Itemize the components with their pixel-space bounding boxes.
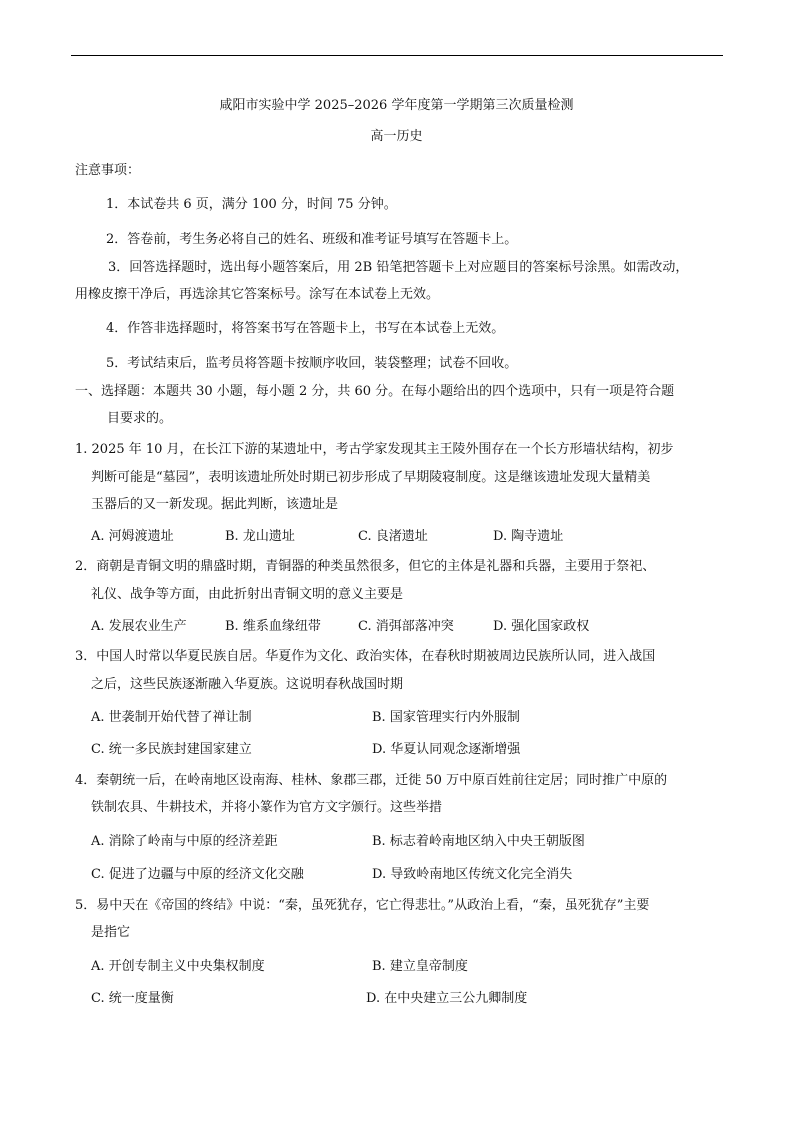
question-2-text: 礼仪、战争等方面，由此折射出青铜文明的意义主要是 xyxy=(91,587,404,602)
question-2-option-a: A. 发展农业生产 xyxy=(91,619,187,634)
question-1-option-b: B. 龙山遗址 xyxy=(225,529,295,544)
question-3-option-d: D. 华夏认同观念逐渐增强 xyxy=(372,742,521,757)
question-4-text: 铁制农具、牛耕技术，并将小篆作为官方文字颁行。这些举措 xyxy=(91,800,443,815)
question-5-text: 是指它 xyxy=(91,925,131,940)
question-4-option-b: B. 标志着岭南地区纳入中央王朝版图 xyxy=(372,834,585,849)
question-5-option-c: C. 统一度量衡 xyxy=(91,991,174,1006)
question-1-option-c: C. 良渚遗址 xyxy=(358,529,428,544)
question-5-option-d: D. 在中央建立三公九卿制度 xyxy=(366,991,528,1006)
subject-title: 高一历史 xyxy=(370,129,423,144)
section-heading: 一、选择题：本题共 30 小题，每小题 2 分，共 60 分。在每小题给出的四个选项中，只有一项是符合题 xyxy=(75,384,675,399)
question-4-option-d: D. 导致岭南地区传统文化完全消失 xyxy=(372,867,573,882)
question-2-option-d: D. 强化国家政权 xyxy=(493,619,590,634)
question-1-text: 判断可能是“墓园”，表明该遗址所处时期已初步形成了早期陵寝制度。这是继该遗址发现大量精美 xyxy=(91,470,651,485)
question-2-text: 2．商朝是青铜文明的鼎盛时期，青铜器的种类虽然很多，但它的主体是礼器和兵器，主要用于祭祀、 xyxy=(75,559,656,574)
question-3-text: 之后，这些民族逐渐融入华夏族。这说明春秋战国时期 xyxy=(91,677,404,692)
question-3-text: 3．中国人时常以华夏民族自居。华夏作为文化、政治实体，在春秋时期被周边民族所认同，进入战国 xyxy=(75,649,656,664)
question-2-option-c: C. 消弭部落冲突 xyxy=(358,619,454,634)
question-3-option-c: C. 统一多民族封建国家建立 xyxy=(91,742,252,757)
notice-item: 5．考试结束后，监考员将答题卡按顺序收回，装袋整理；试卷不回收。 xyxy=(106,356,518,371)
notice-item: 3．回答选择题时，选出每小题答案后，用 2B 铅笔把答题卡上对应题目的答案标号涂黑。如需改动， xyxy=(108,260,689,275)
question-4-option-a: A. 消除了岭南与中原的经济差距 xyxy=(91,834,278,849)
question-5-option-a: A. 开创专制主义中央集权制度 xyxy=(91,959,265,974)
question-3-option-a: A. 世袭制开始代替了禅让制 xyxy=(91,710,252,725)
section-heading-cont: 目要求的。 xyxy=(107,411,173,426)
header-rule xyxy=(71,55,723,56)
notice-item: 用橡皮擦干净后，再选涂其它答案标号。涂写在本试卷上无效。 xyxy=(75,287,440,302)
question-4-option-c: C. 促进了边疆与中原的经济文化交融 xyxy=(91,867,304,882)
notice-item: 1．本试卷共 6 页，满分 100 分，时间 75 分钟。 xyxy=(106,197,397,212)
question-5-option-b: B. 建立皇帝制度 xyxy=(372,959,468,974)
question-5-text: 5．易中天在《帝国的终结》中说：“秦，虽死犹存，它亡得悲壮。”从政治上看，“秦，虽死犹存”主要 xyxy=(75,898,650,913)
question-2-option-b: B. 维系血缘纽带 xyxy=(225,619,321,634)
notice-item: 4．作答非选择题时，将答案书写在答题卡上，书写在本试卷上无效。 xyxy=(106,321,505,336)
question-1-option-d: D. 陶寺遗址 xyxy=(493,529,564,544)
exam-title: 咸阳市实验中学 2025–2026 学年度第一学期第三次质量检测 xyxy=(219,98,574,113)
question-1-text: 玉器后的又一新发现。据此判断，该遗址是 xyxy=(91,497,339,512)
question-1-option-a: A. 河姆渡遗址 xyxy=(91,529,174,544)
question-3-option-b: B. 国家管理实行内外服制 xyxy=(372,710,520,725)
notice-item: 2．答卷前，考生务必将自己的姓名、班级和准考证号填写在答题卡上。 xyxy=(106,232,518,247)
question-1-text: 1. 2025 年 10 月，在长江下游的某遗址中，考古学家发现其主王陵外围存在一个长方形墙状结构，初步 xyxy=(75,442,674,457)
question-4-text: 4．秦朝统一后，在岭南地区设南海、桂林、象郡三郡，迁徙 50 万中原百姓前往定居；同时推广中原的 xyxy=(75,773,668,788)
notice-heading: 注意事项： xyxy=(75,163,141,178)
